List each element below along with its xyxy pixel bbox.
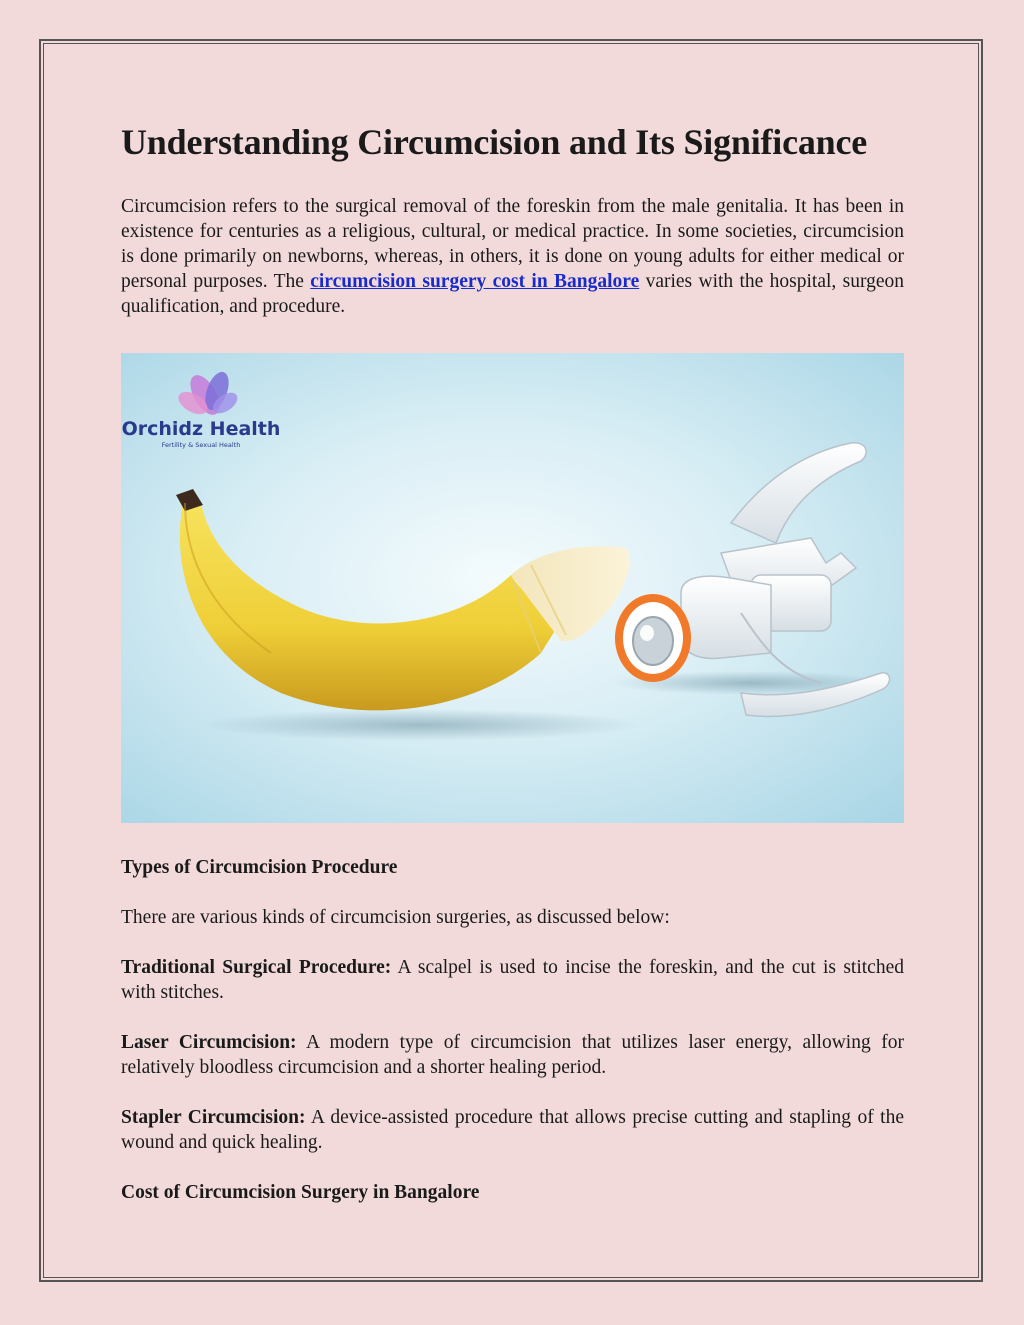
procedure-term: Traditional Surgical Procedure: bbox=[121, 957, 392, 978]
intro-text-after-link: varies with the hospital, surgeon qualification, and procedure. bbox=[121, 271, 904, 317]
banana-shadow bbox=[201, 709, 641, 741]
orchid-logo-icon bbox=[175, 369, 241, 420]
procedure-laser bbox=[121, 1030, 904, 1080]
brand-tagline: Fertility & Sexual Health bbox=[161, 441, 241, 449]
cost-heading: Cost of Circumcision Surgery in Bangalore bbox=[121, 1182, 480, 1203]
procedure-stapler bbox=[121, 1105, 904, 1155]
banana-illustration bbox=[176, 489, 630, 710]
procedure-description: A scalpel is used to incise the foreskin, and the cut is stitched with stitches. bbox=[121, 957, 904, 1003]
brand-name: Orchidz Health bbox=[121, 418, 281, 440]
procedure-traditional bbox=[121, 955, 904, 1005]
document-content bbox=[121, 118, 904, 1205]
types-heading: Types of Circumcision Procedure bbox=[121, 857, 398, 878]
page-title: Understanding Circumcision and Its Significance bbox=[121, 122, 868, 162]
intro-text-before-link: Circumcision refers to the surgical removal of the foreskin from the male genitalia. It has been in existence for centuries as a religious, cultural, or medical practice. In some societies, circumcision is done primarily on newborns, whereas, in others, it is done on young adults for either medical or personal purposes. The bbox=[121, 196, 904, 292]
procedure-term: Laser Circumcision: bbox=[121, 1032, 297, 1053]
intro-paragraph bbox=[121, 194, 904, 319]
procedure-term: Stapler Circumcision: bbox=[121, 1107, 306, 1128]
hero-image bbox=[121, 353, 904, 823]
types-intro: There are various kinds of circumcision surgeries, as discussed below: bbox=[121, 907, 670, 928]
cost-link[interactable]: circumcision surgery cost in Bangalore bbox=[310, 271, 640, 292]
procedure-description: A device-assisted procedure that allows precise cutting and stapling of the wound and quick healing. bbox=[121, 1107, 904, 1153]
procedure-description: A modern type of circumcision that utilizes laser energy, allowing for relatively bloodless circumcision and a shorter healing period. bbox=[121, 1032, 904, 1078]
